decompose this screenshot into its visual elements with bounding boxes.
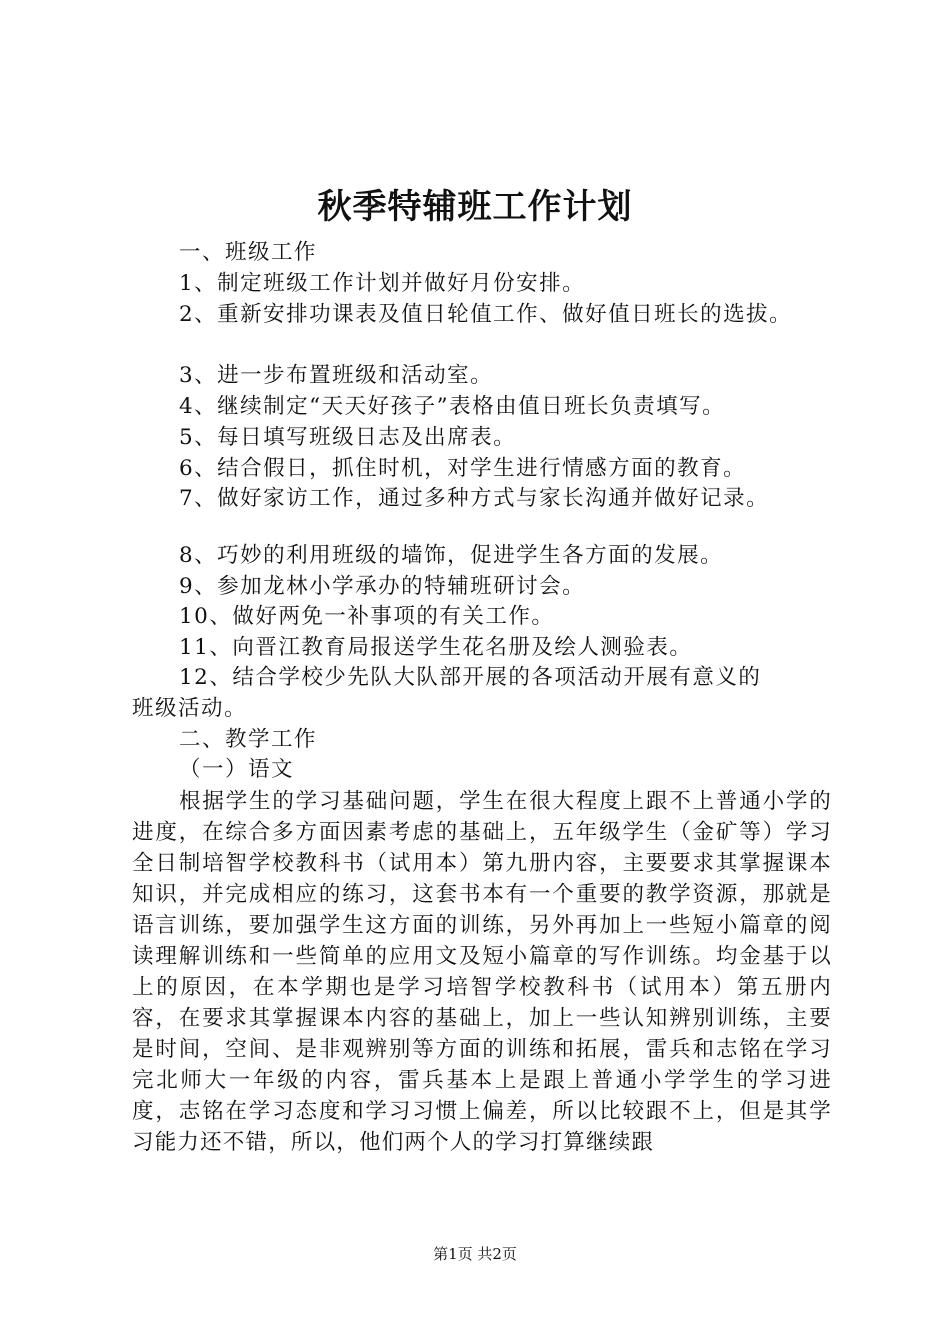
- list-item: 7、做好家访工作，通过多种方式与家长沟通并做好记录。: [179, 486, 770, 511]
- list-item: 8、巧妙的利用班级的墙饰，促进学生各方面的发展。: [179, 543, 724, 568]
- list-item: 1、制定班级工作计划并做好月份安排。: [179, 271, 586, 296]
- list-item: 3、进一步布置班级和活动室。: [179, 363, 494, 388]
- list-item: 11、向晋江教育局报送学生花名册及绘人测验表。: [179, 635, 693, 660]
- list-item: 4、继续制定“天天好孩子”表格由值日班长负责填写。: [179, 394, 726, 419]
- list-item: 6、结合假日，抓住时机，对学生进行情感方面的教育。: [179, 456, 747, 481]
- body-paragraph: 根据学生的学习基础问题，学生在很大程度上跟不上普通小学的进度，在综合多方面因素考虑的基础上，五年级学生（金矿等）学习全日制培智学校教科书（试用本）第九册内容，主要要求其掌握课本知识，并完成相应的练习，这套书本有一个重要的教学资源，那就是语言训练，要加强学生这方面的训练，另外再加上一些短小篇章的阅读理解训练和一些简单的应用文及短小篇章的写作训练。均金基于以上的原因，在本学期也是学习培智学校教科书（试用本）第五册内容，在要求其掌握课本内容的基础上，加上一些认知辨别训练，主要是时间，空间、是非观辨别等方面的训练和拓展，雷兵和志铭在学习完北师大一年级的内容，雷兵基本上是跟上普通小学学生的学习进度，志铭在学习态度和学习习惯上偏差，所以比较跟不上，但是其学习能力还不错，所以，他们两个人的学习打算继续跟: [132, 789, 832, 1155]
- document-title: 秋季特辅班工作计划: [317, 187, 633, 227]
- list-item: 10、做好两免一补事项的有关工作。: [179, 604, 555, 629]
- subsection-heading: （一）语文: [179, 757, 295, 782]
- section-heading: 一、班级工作: [179, 240, 318, 265]
- list-item: 9、参加龙林小学承办的特辅班研讨会。: [179, 574, 586, 599]
- list-item: 2、重新安排功课表及值日轮值工作、做好值日班长的选拔。: [179, 302, 793, 327]
- list-item: 5、每日填写班级日志及出席表。: [179, 425, 517, 450]
- section-heading: 二、教学工作: [179, 727, 318, 752]
- list-item: 12、结合学校少先队大队部开展的各项活动开展有意义的: [179, 665, 762, 690]
- page-footer: 第1页 共2页: [433, 1245, 517, 1263]
- list-item-continuation: 班级活动。: [132, 696, 248, 721]
